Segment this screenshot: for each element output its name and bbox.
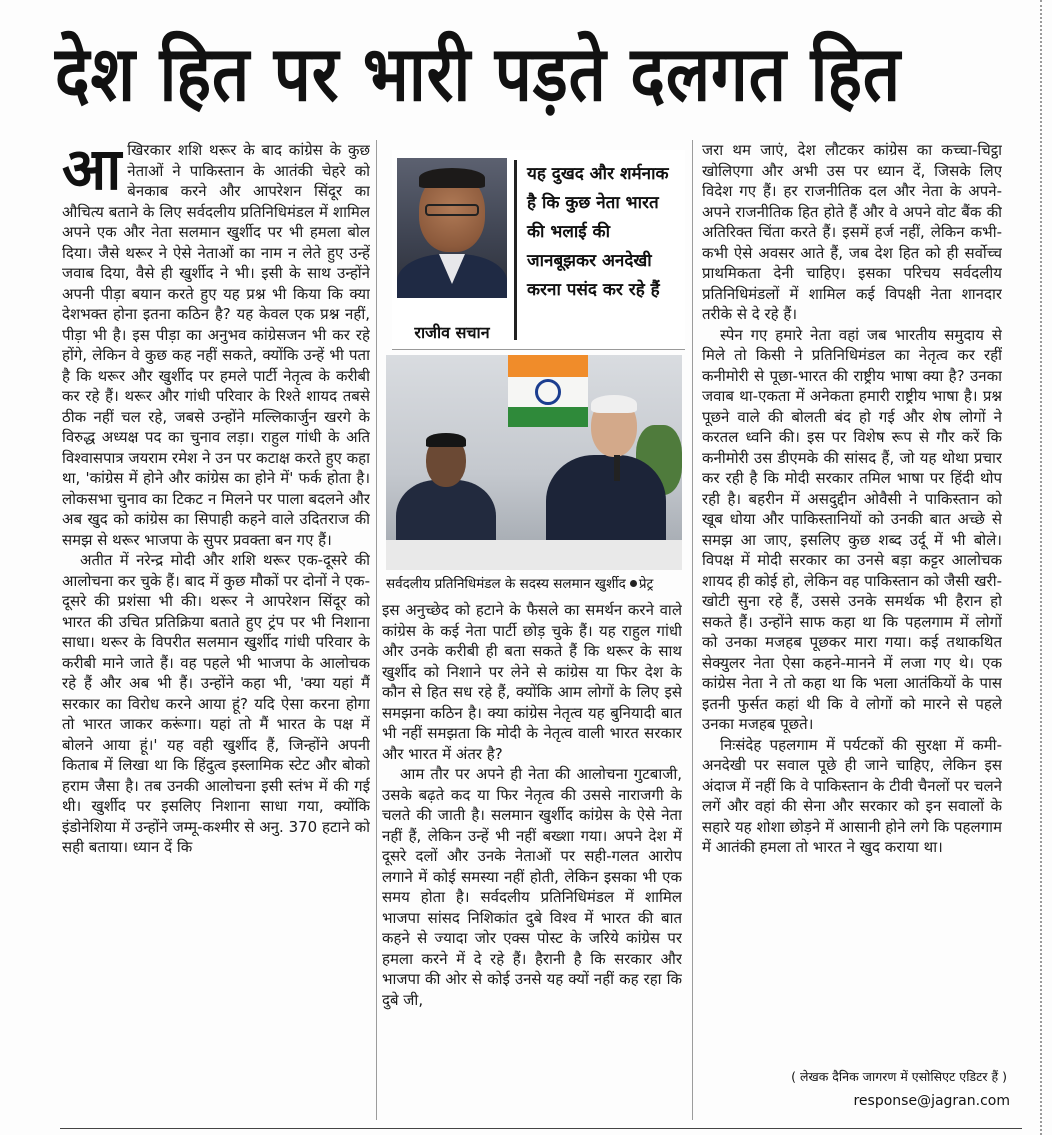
author-note: ( लेखक दैनिक जागरण में एसोसिएट एडिटर हैं ) xyxy=(791,1069,1007,1084)
article-column-1 xyxy=(62,140,370,1122)
article-column-3 xyxy=(702,140,1002,1122)
pull-quote: यह दुखद और शर्मनाक है कि कुछ नेता भारत की भलाई की जानबूझकर अनदेखी करना पसंद कर रहे हैं xyxy=(514,160,674,340)
bottom-rule xyxy=(60,1128,1022,1129)
paragraph: स्पेन गए हमारे नेता वहां जब भारतीय समुदाय से मिले तो किसी ने प्रतिनिधिमंडल का नेतृत्व कर रहीं कनीमोरी से पूछा-भारत की राष्ट्रीय भाषा क्या है? उनका जवाब था-एकता में अनेकता हमारी राष्ट्रीय भाषा है। प्रश्न पूछने वाले की बोलती बंद हो गई और शेष लोगों ने करतल ध्वनि की। इस पर विशेष रूप से गौर करें कि कनीमोरी उस डीएमके की सांसद हैं, जो यह थोथा प्रचार कर रही है कि मोदी सरकार तमिल भाषा पर हिंदी थोप रही है। बहरीन में असदुद्दीन ओवैसी ने पाकिस्तान को खूब धोया और पाकिस्तानियों को उनकी बात अच्छे से समझ आ जाए, इसलिए कुछ शब्द उर्दू में भी बोले। विपक्ष में मोदी सरकार का उनसे बड़ा कट्टर आलोचक शायद ही कोई हो, लेकिन वह पाकिस्तान को जैसी खरी-खोटी सुना रहे हैं, उससे उनके समर्थक भी हैरान हो सकते हैं। उन्होंने साफ कहा था कि पहलगाम में लोगों को उनका मजहब पूछकर मारा गया। कई तथाकथित सेक्युलर नेता ऐसा कहने-मानने में लजा गए थे। एक कांग्रेस नेता ने तो कहा था कि भला आतंकियों के पास इतनी फुर्सत कहां थी कि वे लोगों को मारने से पहले उनका मजहब पूछते। xyxy=(702,325,1002,733)
paragraph xyxy=(62,140,370,550)
news-photo xyxy=(386,355,682,570)
paragraph: इस अनुच्छेद को हटाने के फैसले का समर्थन करने वाले कांग्रेस के कई नेता पार्टी छोड़ चुके हैं। यह राहुल गांधी और उनके करीबी ही बता सकते हैं कि थरूर के साथ खुर्शीद को निशाने पर लेने से कांग्रेस या फिर देश के कौन से हित सध रहे हैं, क्योंकि आम लोगों के लिए इसे समझना कठिन है। क्या कांग्रेस नेतृत्व यह बुनियादी बात भी नहीं समझता कि मोदी के नेतृत्व वाली भारत सरकार और भारत में अंतर है? xyxy=(382,601,682,763)
microphone xyxy=(614,455,620,481)
column-divider xyxy=(376,140,377,1120)
table xyxy=(386,540,682,570)
dropcap: आ xyxy=(62,140,122,203)
paragraph: निःसंदेह पहलगाम में पर्यटकों की सुरक्षा में कमी-अनदेखी पर सवाल पूछे ही जाने चाहिए, लेकिन इस अंदाज में नहीं कि वे पाकिस्तान के टीवी चैनलों पर चलने लगें और वहां की सेना और सरकार को इन सवालों के सहारे यह शोशा छोड़ने में आसानी होने लगे कि पहलगाम में आतंकी हमला तो भारत ने खुद कराया था। xyxy=(702,735,1002,856)
author-portrait xyxy=(397,158,507,298)
article-column-2 xyxy=(382,600,682,1122)
response-email[interactable]: response@jagran.com xyxy=(853,1093,1010,1109)
photo-credit: प्रेट्र xyxy=(638,576,654,592)
author-byline-box xyxy=(392,150,685,350)
paragraph: अतीत में नरेन्द्र मोदी और शशि थरूर एक-दूसरे की आलोचना कर चुके हैं। बाद में कुछ मौकों पर दोनों ने एक-दूसरे की प्रशंसा भी की। थरूर ने आपरेशन सिंदूर को भारत की उचित प्रतिक्रिया बताते हुए ट्रंप पर भी निशाना साधा। थरूर के विपरीत सलमान खुर्शीद गांधी परिवार के करीबी माने जाते हैं। वह पहले भी भाजपा के आलोचक रहे हैं और अब भी हैं। उन्होंने कहा भी, 'क्या यहां मैं सरकार का विरोध करने आया हूं? यदि ऐसा करना होगा तो भारत जाकर करूंगा। यहां तो मैं भारत के पक्ष में बोलने आया हूं।' यह वही खुर्शीद हैं, जिन्होंने अपनी किताब में लिखा था कि हिंदुत्व इस्लामिक स्टेट और बोको हराम जैसा है। तब उनकी आलोचना इसी स्तंभ में की गई थी। खुर्शीद पर इसलिए निशाना साधा गया, क्योंकि इंडोनेशिया में उन्होंने जम्मू-कश्मीर से अनु. 370 हटाने को सही बताया। ध्यान दें कि xyxy=(62,551,370,856)
paragraph: आम तौर पर अपने ही नेता की आलोचना गुटबाजी, उसके बढ़ते कद या फिर नेतृत्व की उससे नाराजगी के चलते की जाती है। सलमान खुर्शीद कांग्रेस के ऐसे नेता नहीं हैं, लेकिन उन्हें भी नहीं बख्शा गया। अपने देश में दूसरे दलों और उनके नेताओं पर सही-गलत आरोप लगाने में कोई समस्या नहीं होती, लेकिन इसका भी एक समय होता है। सर्वदलीय प्रतिनिधिमंडल में शामिल भाजपा सांसद निशिकांत दुबे विश्व में भारत की बात कहने से ज्यादा जोर एक्स पोस्ट के जरिये कांग्रेस पर हमला करने में दे रहे हैं। हैरानी है कि सरकार और भाजपा की ओर से कोई उनसे यह क्यों नहीं कह रहा कि दुबे जी, xyxy=(382,765,682,1009)
paragraph-text: खिरकार शशि थरूर के बाद कांग्रेस के कुछ नेताओं ने पाकिस्तान के आतंकी चेहरे को बेनकाब करने और आपरेशन सिंदूर का औचित्य बताने के लिए सर्वदलीय प्रतिनिधिमंडल में शामिल अपने एक और नेता सलमान खुर्शीद पर भी हमला बोल दिया। जैसे थरूर ने ऐसे नेताओं का नाम न लेते हुए उन्हें जवाब दिया, वैसे ही खुर्शीद ने भी। इसी के साथ उन्होंने अपनी पीड़ा बयान करते हुए यह प्रश्न भी किया कि क्या देशभक्त होना इतना कठिन है? यह केवल एक प्रश्न नहीं, पीड़ा भी है। इस पीड़ा का अनुभव कांग्रेसजन भी कर रहे होंगे, लेकिन वे कुछ कह नहीं सकते, क्योंकि उन्हें भी पता है कि थरूर और खुर्शीद पर हमले पार्टी नेतृत्व के करीबी कर रहे हैं। थरूर और गांधी परिवार के रिश्ते शायद तबसे ठीक नहीं चल रहे, जबसे उन्होंने मल्लिकार्जुन खरगे के विरुद्ध अध्यक्ष पद का चुनाव लड़ा। राहुल गांधी के अति विश्वासपात्र जयराम रमेश ने उन पर कटाक्ष करते हुए कहा था, 'कांग्रेस में होने और कांग्रेस का होने में' फर्क होता है। लोकसभा चुनाव का टिकट न मिलने पर पाला बदलने और अब खुद को कांग्रेस का सिपाही कहने वाले उदितराज की समझ से थरूर भाजपा के सुपर प्रवक्ता बन गए हैं। xyxy=(62,141,370,549)
flag-chakra xyxy=(535,379,561,405)
paragraph: जरा थम जाएं, देश लौटकर कांग्रेस का कच्चा-चिट्ठा खोलिएगा और अभी उस पर ध्यान दें, जिसके लिए विदेश गए हैं। हर राजनीतिक दल और नेता के अपने-अपने राजनीतिक हित होते हैं और वे अपने वोट बैंक की अतिरिक्त चिंता करते हैं। इसमें हर्ज नहीं, लेकिन कभी-कभी ऐसे अवसर आते हैं, जब देश हित को ही सर्वोच्च प्राथमिकता देनी चाहिए। इसका परिचय सर्वदलीय प्रतिनिधिमंडलों में शामिल कई विपक्षी नेता शानदार तरीके से दे रहे हैं। xyxy=(702,141,1002,323)
page-edge-rule xyxy=(1040,0,1042,1135)
author-name: राजीव सचान xyxy=(414,323,490,342)
headline: देश हित पर भारी पड़ते दलगत हित xyxy=(55,29,902,118)
photo-caption xyxy=(386,573,682,595)
flag-green-band xyxy=(508,407,588,427)
flag-saffron-band xyxy=(508,355,588,377)
caption-text: सर्वदलीय प्रतिनिधिमंडल के सदस्य सलमान खुर्शीद xyxy=(386,576,626,592)
credit-dot-icon xyxy=(630,580,637,587)
column-divider xyxy=(692,140,693,1120)
